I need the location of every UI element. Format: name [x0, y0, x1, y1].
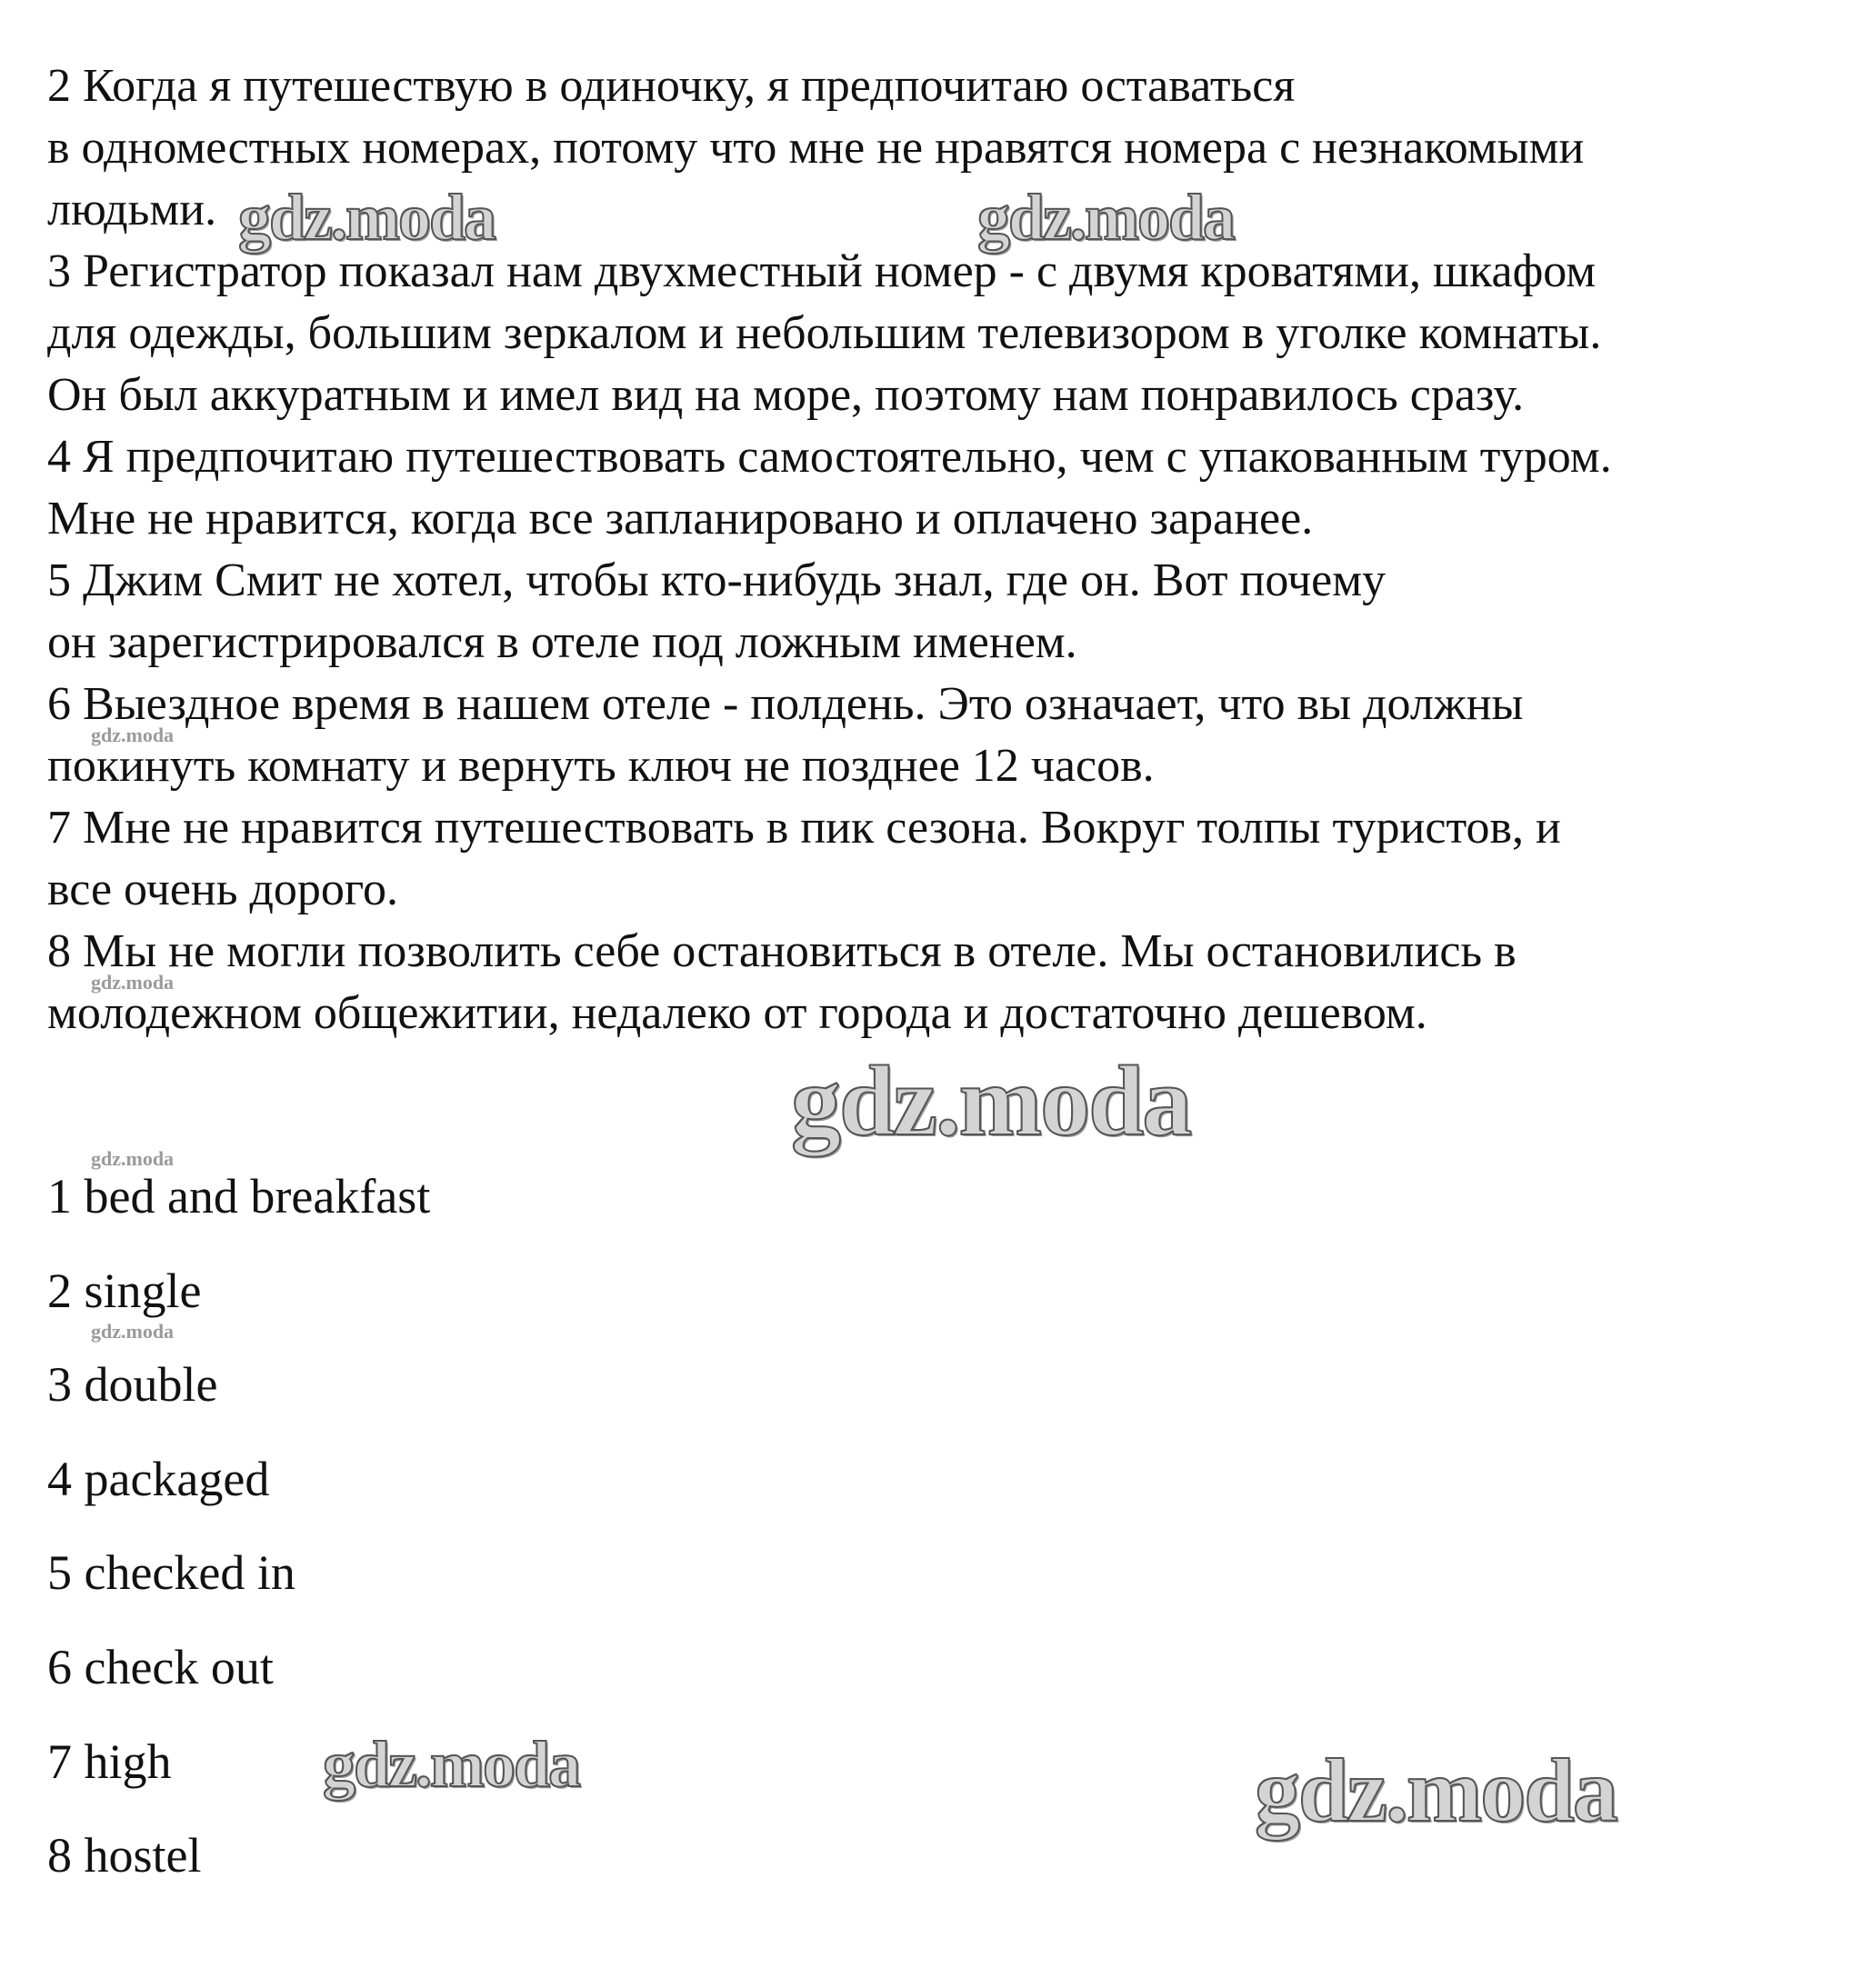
answer-item: 5 checked in [47, 1545, 295, 1600]
translation-line: 6 Выездное время в нашем отеле - полдень. Это означает, что вы должны [47, 678, 1524, 730]
watermark: gdz.moda [791, 1045, 1191, 1156]
watermark-small: gdz.moda [91, 1147, 175, 1170]
watermark: gdz.moda [977, 181, 1235, 254]
translation-line: все очень дорого. [47, 864, 398, 915]
translation-line: он зарегистрировался в отеле под ложным именем. [47, 616, 1077, 668]
answer-item: 6 check out [47, 1640, 274, 1694]
translation-line: Мне не нравится, когда все запланировано и оплачено заранее. [47, 493, 1314, 544]
answer-item: 1 bed and breakfast [47, 1169, 431, 1224]
translation-line: 7 Мне не нравится путешествовать в пик сезона. Вокруг толпы туристов, и [47, 802, 1561, 854]
translation-line: 5 Джим Смит не хотел, чтобы кто-нибудь знал, где он. Вот почему [47, 554, 1386, 606]
translation-line: для одежды, большим зеркалом и небольшим телевизором в уголке комнаты. [47, 307, 1602, 359]
translation-line: 8 Мы не могли позволить себе остановиться в отеле. Мы остановились в [47, 925, 1517, 977]
watermark: gdz.moda [323, 1728, 580, 1801]
watermark-small: gdz.moda [91, 724, 175, 746]
translation-line: 4 Я предпочитаю путешествовать самостоятельно, чем с упакованным туром. [47, 431, 1612, 483]
translation-line: 3 Регистратор показал нам двухместный номер - с двумя кроватями, шкафом [47, 245, 1597, 297]
watermark-small: gdz.moda [91, 1320, 175, 1343]
translation-line: в одноместных номерах, потому что мне не нравятся номера с незнакомыми [47, 122, 1585, 174]
watermark: gdz.moda [238, 181, 496, 254]
translation-line: людьми. [47, 184, 217, 235]
answer-item: 7 high [47, 1734, 172, 1789]
answer-item: 8 hostel [47, 1828, 202, 1883]
answer-item: 3 double [47, 1357, 218, 1412]
translation-line: молодежном общежитии, недалеко от города и достаточно дешевом. [47, 987, 1427, 1039]
watermark: gdz.moda [1255, 1740, 1617, 1841]
answer-item: 4 packaged [47, 1452, 270, 1506]
answer-item: 2 single [47, 1264, 202, 1318]
translation-line: 2 Когда я путешествую в одиночку, я предпочитаю оставаться [47, 60, 1296, 112]
translation-line: Он был аккуратным и имел вид на море, поэтому нам понравилось сразу. [47, 369, 1525, 421]
translation-line: покинуть комнату и вернуть ключ не позднее 12 часов. [47, 740, 1155, 792]
watermark-small: gdz.moda [91, 971, 175, 994]
